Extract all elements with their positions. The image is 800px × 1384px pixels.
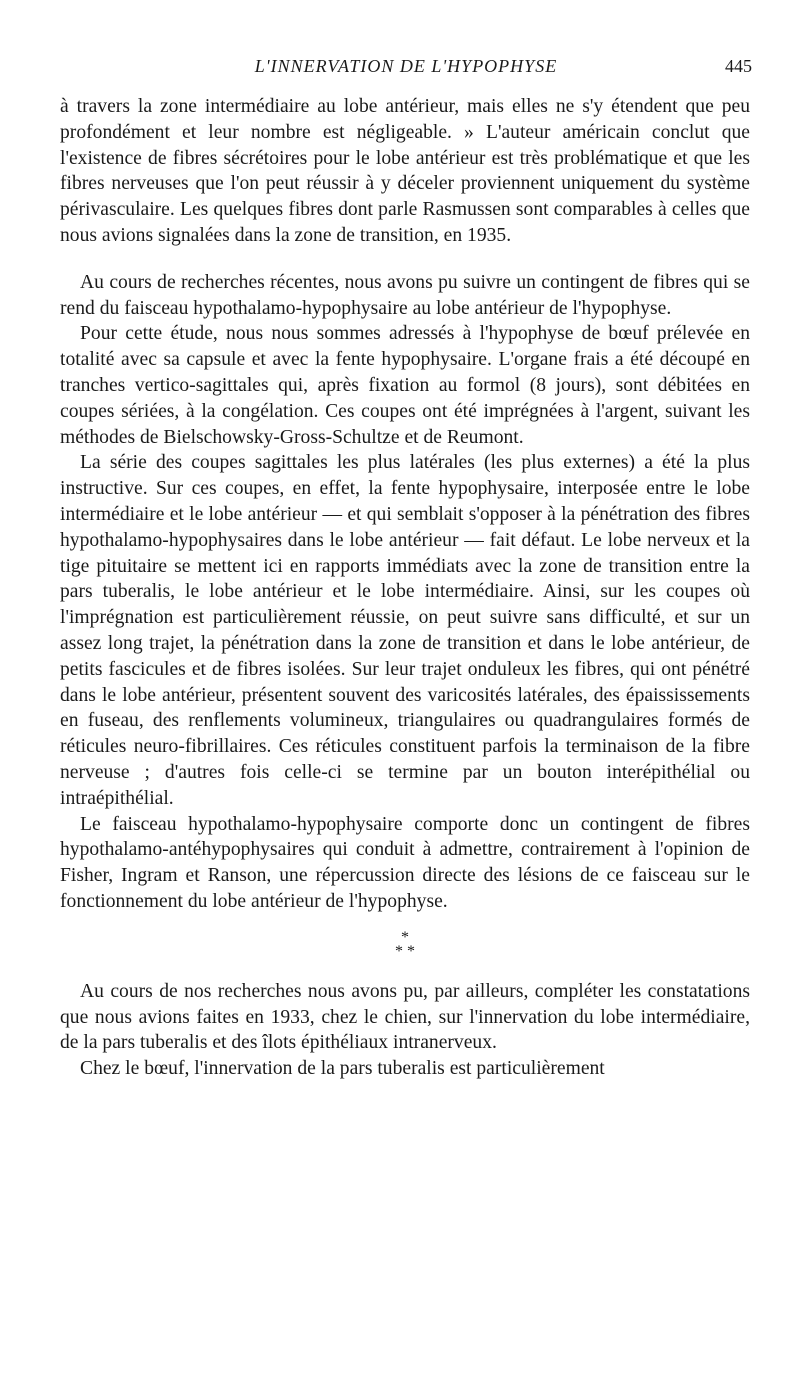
paragraph-4: La série des coupes sagittales les plus latérales (les plus externes) a été la plus instructive. Sur ces coupes, en effet, la fente hypophysaire, interposée entre le lobe intermédiaire et le lobe antérieur — et qui semblait s'opposer à la pénétration des fibres hypothalamo-hypophysaires dans le lobe antérieur — fait défaut. Le lobe nerveux et la tige pituitaire se mettent ici en rapports immédiats avec la zone de transition entre la pars tuberalis, le lobe antérieur et le lobe intermédiaire. Ainsi, sur les coupes où l'imprégnation est particulièrement réussie, on peut suivre sans difficulté, et sur un assez long trajet, la pénétration dans la zone de transition et dans le lobe antérieur, de petits fascicules et de fibres isolées. Sur leur trajet onduleux les fibres, qui ont pénétré dans le lobe antérieur, présentent souvent des varicosités latérales, des épaississements en fuseau, des renflements volumineux, triangulaires ou quadrangulaires formés de réticules neuro-fibrillaires. Ces réticules constituent parfois la terminaison de la fibre nerveuse ; d'autres fois celle-ci se termine par un bouton interépithélial ou intraépithélial. xyxy=(60,452,750,809)
paragraph-3: Pour cette étude, nous nous sommes adressés à l'hypophyse de bœuf prélevée en totalité avec sa capsule et avec la fente hypophysaire. L'organe frais a été découpé en tranches vertico-sagittales qui, après fixation au formol (8 jours), sont débitées en coupes sériées, à la congélation. Ces coupes ont été imprégnées à l'argent, suivant les méthodes de Bielschowsky-Gross-Schultze et de Reumont. xyxy=(60,323,750,448)
section-asterism xyxy=(60,928,750,960)
running-title: L'INNERVATION DE L'HYPOPHYSE xyxy=(254,56,558,76)
asterism-top: * xyxy=(401,928,409,946)
asterism-bottom: * * xyxy=(395,942,415,960)
paragraph-6: Au cours de nos recherches nous avons pu, par ailleurs, compléter les constatations que nous avions faites en 1933, chez le chien, sur l'innervation du lobe intermédiaire, de la pars tuberalis et des îlots épithéliaux intranerveux. xyxy=(60,980,750,1054)
body-text xyxy=(60,94,750,1082)
page-header xyxy=(60,56,752,80)
paragraph-7: Chez le bœuf, l'innervation de la pars tuberalis est particulièrement xyxy=(80,1058,605,1080)
paragraph-1: à travers la zone intermédiaire au lobe antérieur, mais elles ne s'y étendent que peu profondément et leur nombre est négligeable. » L'auteur américain conclut que l'existence de fibres sécrétoires pour le lobe antérieur est très problématique et que les fibres nerveuses que l'on peut réussir à y déceler proviennent uniquement du système périvasculaire. Les quelques fibres dont parle Rasmussen sont comparables à celles que nous avions signalées dans la zone de transition, en 1935. xyxy=(60,96,750,246)
paragraph-5: Le faisceau hypothalamo-hypophysaire comporte donc un contingent de fibres hypothalamo-antéhypophysaires qui conduit à admettre, contrairement à l'opinion de Fisher, Ingram et Ranson, une répercussion directe des lésions de ce faisceau sur le fonctionnement du lobe antérieur de l'hypophyse. xyxy=(60,813,750,912)
paragraph-gap xyxy=(60,249,750,270)
page-number: 445 xyxy=(725,56,752,76)
paragraph-2: Au cours de recherches récentes, nous avons pu suivre un contingent de fibres qui se rend du faisceau hypothalamo-hypophysaire au lobe antérieur de l'hypophyse. xyxy=(60,271,750,319)
